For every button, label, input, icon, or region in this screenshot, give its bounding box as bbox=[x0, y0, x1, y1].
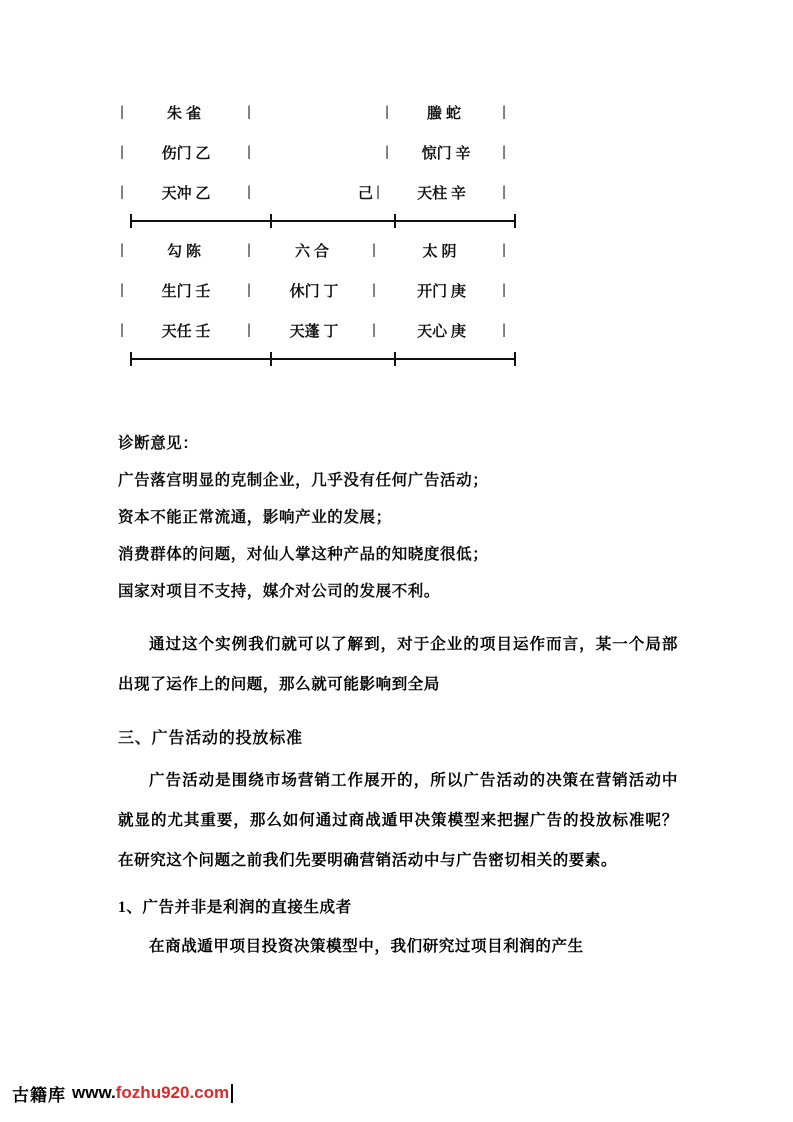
cell-divider-right: | bbox=[502, 321, 507, 338]
cell-text: 休门 丁 bbox=[289, 283, 339, 300]
cell-text: 勾陈 bbox=[166, 243, 205, 260]
text-cursor bbox=[231, 1084, 233, 1103]
chart-row bbox=[118, 310, 538, 350]
cell-text: 螣蛇 bbox=[426, 105, 465, 122]
rule-tick bbox=[514, 352, 516, 366]
rule-tick bbox=[394, 352, 396, 366]
rule-tick bbox=[270, 214, 272, 228]
chart-cell bbox=[383, 280, 513, 301]
paragraph-3: 在商战遁甲项目投资决策模型中，我们研究过项目利润的产生 bbox=[149, 938, 584, 955]
site-brand: 古籍库 bbox=[12, 1085, 66, 1105]
cell-text: 天任 壬 bbox=[161, 323, 211, 340]
qimen-chart bbox=[118, 92, 538, 368]
rule-tick bbox=[130, 214, 132, 228]
chart-cell bbox=[258, 240, 383, 261]
chart-cell bbox=[118, 280, 258, 301]
cell-divider-left: | bbox=[385, 143, 390, 160]
chart-row bbox=[118, 172, 538, 212]
chart-row bbox=[118, 92, 538, 132]
cell-divider-left: | bbox=[120, 321, 125, 338]
footer-watermark bbox=[12, 1080, 233, 1106]
cell-divider-right: | bbox=[247, 281, 252, 298]
chart-row bbox=[118, 230, 538, 270]
paragraph-2: 广告活动是围绕市场营销工作展开的，所以广告活动的决策在营销活动中就显的尤其重要，那么如何通过商战遁甲决策模型来把握广告的投放标准呢？在研究这个问题之前我们先要明确营销活动中与广告密切相关的要素。 bbox=[118, 772, 678, 869]
chart-cell bbox=[258, 182, 383, 203]
chart-cell bbox=[383, 142, 513, 163]
cell-divider-left: | bbox=[120, 281, 125, 298]
url-domain: fozhu920.com bbox=[115, 1083, 230, 1102]
cell-text: 天柱 辛 bbox=[417, 185, 466, 202]
chart-cell bbox=[118, 182, 258, 203]
rule-tick bbox=[394, 214, 396, 228]
subsection-heading-1: 1、广告并非是利润的直接生成者 bbox=[118, 899, 352, 916]
cell-text: 生门 壬 bbox=[161, 283, 211, 300]
paragraph-1: 通过这个实例我们就可以了解到，对于企业的项目运作而言，某一个局部出现了运作上的问题，那么就可能影响到全局 bbox=[118, 636, 678, 693]
cell-text: 伤门 乙 bbox=[161, 145, 211, 162]
chart-cell bbox=[118, 240, 258, 261]
cell-divider-left: | bbox=[120, 241, 125, 258]
chart-cell bbox=[118, 102, 258, 123]
chart-cell bbox=[383, 182, 513, 203]
diagnosis-line-2: 资本不能正常流通，影响产业的发展； bbox=[118, 509, 392, 526]
cell-divider-right: | bbox=[247, 143, 252, 160]
cell-text: 天心 庚 bbox=[417, 323, 466, 340]
cell-divider-left: | bbox=[120, 103, 125, 120]
diagnosis-line-1: 广告落宫明显的克制企业，几乎没有任何广告活动； bbox=[118, 472, 489, 489]
chart-cell bbox=[383, 240, 513, 261]
spacer bbox=[118, 617, 678, 625]
rule-tick bbox=[514, 214, 516, 228]
cell-divider-left: | bbox=[120, 183, 125, 200]
cell-divider-right: | bbox=[502, 103, 507, 120]
cell-divider-right: | bbox=[376, 183, 381, 200]
diagnosis-line-3: 消费群体的问题，对仙人掌这种产品的知晓度很低； bbox=[118, 546, 489, 563]
chart-row bbox=[118, 270, 538, 310]
cell-divider-right: | bbox=[372, 241, 377, 258]
rule-line bbox=[130, 358, 514, 360]
chart-cell bbox=[258, 320, 383, 341]
cell-divider-right: | bbox=[372, 281, 377, 298]
section-heading-3: 三、广告活动的投放标准 bbox=[118, 730, 303, 747]
cell-divider-right: | bbox=[502, 183, 507, 200]
rule-tick bbox=[130, 352, 132, 366]
rule-line bbox=[130, 220, 514, 222]
url-prefix: www. bbox=[72, 1083, 116, 1102]
cell-divider-left: | bbox=[385, 103, 390, 120]
diagnosis-label: 诊断意见： bbox=[118, 435, 199, 452]
rule-tick bbox=[270, 352, 272, 366]
cell-divider-right: | bbox=[502, 281, 507, 298]
chart-middle-rule bbox=[122, 212, 522, 230]
chart-cell bbox=[118, 320, 258, 341]
cell-divider-right: | bbox=[502, 143, 507, 160]
cell-divider-right: | bbox=[502, 241, 507, 258]
chart-cell bbox=[383, 102, 513, 123]
diagnosis-line-4: 国家对项目不支持，媒介对公司的发展不利。 bbox=[118, 583, 441, 600]
cell-text: 天冲 乙 bbox=[161, 185, 211, 202]
cell-divider-left: | bbox=[120, 143, 125, 160]
chart-row bbox=[118, 132, 538, 172]
cell-text: 朱雀 bbox=[166, 105, 205, 122]
cell-divider-right: | bbox=[247, 241, 252, 258]
chart-bottom-rule bbox=[122, 350, 522, 368]
cell-text: 六合 bbox=[294, 243, 333, 260]
chart-cell bbox=[118, 142, 258, 163]
cell-divider-right: | bbox=[247, 103, 252, 120]
document-body bbox=[118, 432, 678, 971]
chart-cell bbox=[258, 280, 383, 301]
cell-divider-right: | bbox=[372, 321, 377, 338]
cell-divider-right: | bbox=[247, 183, 252, 200]
site-url[interactable] bbox=[72, 1083, 229, 1103]
cell-text: 惊门 辛 bbox=[421, 145, 471, 162]
cell-text: 开门 庚 bbox=[417, 283, 466, 300]
cell-text: 太阴 bbox=[422, 243, 461, 260]
cell-divider-right: | bbox=[247, 321, 252, 338]
cell-text: 天蓬 丁 bbox=[289, 323, 339, 340]
chart-cell bbox=[383, 320, 513, 341]
cell-text: 己 bbox=[357, 185, 374, 202]
